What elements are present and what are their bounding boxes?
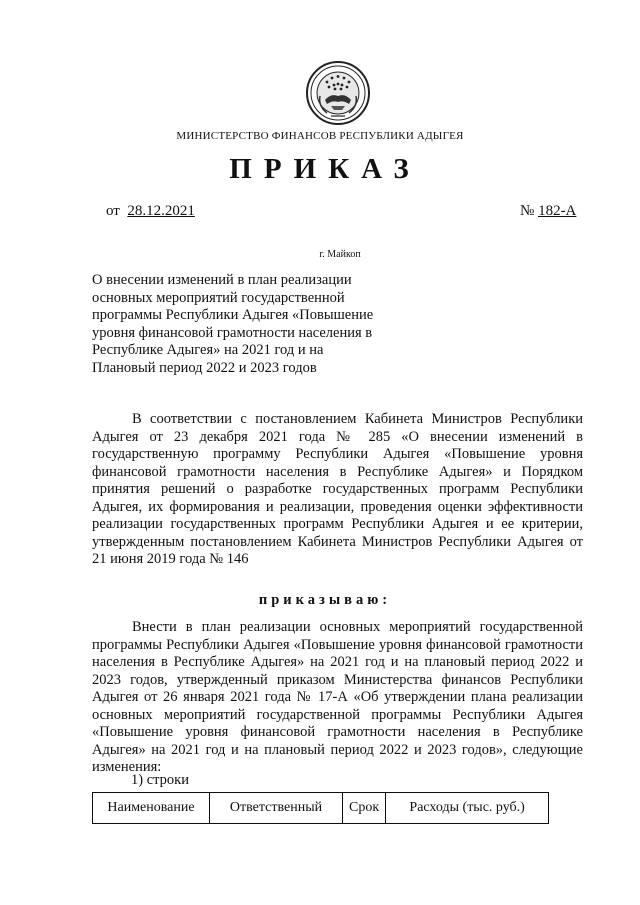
body-paragraph: Внести в план реализации основных мероприятий государственной программы Республики Адыгея «Повышение уровня финансовой грамотности населения в Республике Адыгея» на 2021 год и на плановый период 2022 и 2023 годов, утвержденный приказом Министерства финансов Республики Адыгея от 26 января 2021 года № 17-А «Об утверждении плана реализации основных мероприятий государственной программы Республики Адыгея «Повышение уровня финансовой грамотности населения в Республике Адыгея» на 2021 год и на плановый период 2022 и 2023 годов», следующие изменения: <box>92 619 583 775</box>
subject-line: Плановый период 2022 и 2023 годов <box>92 359 317 376</box>
number-value: 182-А <box>538 203 577 219</box>
item-label: 1) строки <box>131 772 189 788</box>
coat-of-arms-emblem <box>305 60 371 126</box>
table-header-cell: Расходы (тыс. руб.) <box>386 793 549 824</box>
number-prefix: № <box>520 203 535 219</box>
ministry-name: МИНИСТЕРСТВО ФИНАНСОВ РЕСПУБЛИКИ АДЫГЕЯ <box>176 130 464 142</box>
changes-table <box>92 792 549 824</box>
city-label: г. Майкоп <box>319 249 361 260</box>
order-number <box>520 203 576 220</box>
table-header-cell: Наименование <box>93 793 210 824</box>
table-header-cell: Срок <box>343 793 386 824</box>
date-prefix: от <box>106 203 120 219</box>
date-value: 28.12.2021 <box>127 203 195 219</box>
subject-line: О внесении изменений в план реализации <box>92 272 352 288</box>
subject-line: уровня финансовой грамотности населения в <box>92 324 373 341</box>
subject-line: программы Республики Адыгея «Повышение <box>92 307 374 323</box>
document-title: ПРИКАЗ <box>229 153 421 185</box>
order-date <box>106 203 195 220</box>
preamble-paragraph: В соответствии с постановлением Кабинета Министров Республики Адыгея от 23 декабря 2021 года № 285 «О внесении изменений в государственную программу Республики Адыгея «Повышение уровня финансовой грамотности населения в Республике Адыгея» и Порядком принятия решений о разработке государственных программ Республики Адыгея, их формирования и реализации, проведения оценки эффективности реализации государственных программ Республики Адыгея и ее критерии, утвержденным постановлением Кабинета Министров Республики Адыгея от 21 июня 2019 года № 146 <box>92 411 583 567</box>
table-header-cell: Ответственный <box>210 793 343 824</box>
order-word: приказываю: <box>258 592 392 608</box>
subject-line: основных мероприятий государственной <box>92 289 345 306</box>
subject-line: Республике Адыгея» на 2021 год и на <box>92 342 324 358</box>
order-subject <box>92 272 412 377</box>
table-header-row <box>93 793 549 824</box>
